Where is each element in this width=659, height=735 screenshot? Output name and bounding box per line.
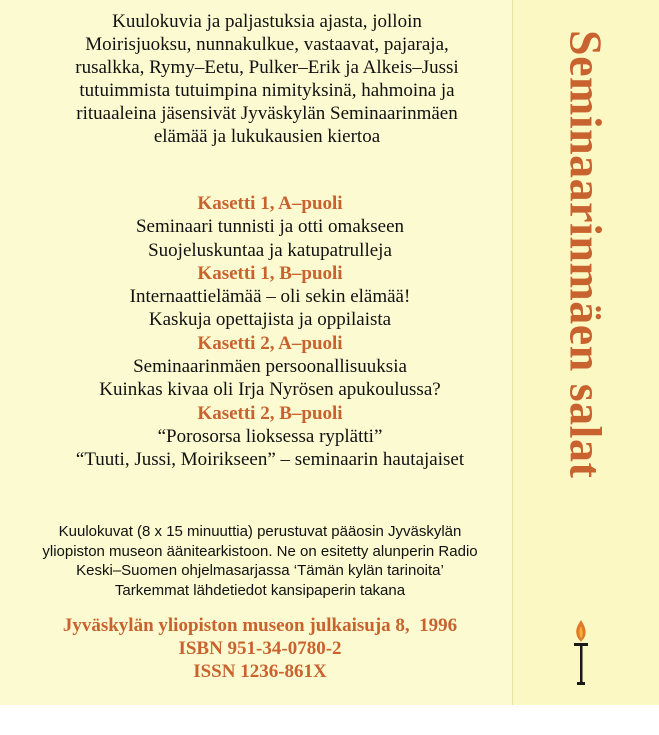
isbn-line: ISBN 951-34-0780-2 [178,638,342,659]
side-heading: Kasetti 1, B–puoli [197,262,343,284]
issn-line: ISSN 1236-861X [193,661,327,682]
side-heading: Kasetti 1, A–puoli [197,193,343,214]
intro-text [66,10,468,148]
intro-line: Kuulokuvia ja paljastuksia ajasta, jolloin [112,11,422,32]
source-note [30,522,490,600]
intro-line: rituaaleina jäsensivät Jyväskylän Seminaarinmäen [76,103,458,124]
side-heading: Kasetti 2, A–puoli [197,332,343,354]
series-line: Jyväskylän yliopiston museon julkaisuja 8, 1996 [62,615,458,636]
bottom-margin [0,705,659,735]
intro-line: rusalkka, Rymy–Eetu, Pulker–Erik ja Alkeis–Jussi [75,57,459,78]
track-list [40,192,500,472]
track-title: Seminaari tunnisti ja otti omakseen [135,216,405,238]
note-line: Keski–Suomen ohjelmasarjassa ‘Tämän kylän tarinoita’ [76,562,444,579]
track-title: Kuinkas kivaa oli Irja Nyrösen apukoulussa? [99,379,441,401]
track-title: “Porosorsa lioksessa ryplätti” [157,425,383,447]
intro-line: tutuimmista tutuimpina nimityksinä, hahmoina ja [79,80,455,101]
note-line: yliopiston museon äänitearkistoon. Ne on esitetty alunperin Radio [42,542,478,560]
note-line: Tarkemmat lähdetiedot kansipaperin takana [114,581,406,599]
side-heading: Kasetti 2, B–puoli [197,402,343,424]
note-line: Kuulokuvat (8 x 15 minuuttia) perustuvat pääosin Jyväskylän [58,523,462,540]
track-title: “Tuuti, Jussi, Moirikseen” – seminaarin hautajaiset [75,449,465,471]
intro-line: Moirisjuoksu, nunnakulkue, vastaavat, pajaraja, [85,34,449,55]
intro-line: elämää ja lukukausien kiertoa [153,126,381,147]
track-title: Kaskuja opettajista ja oppilaista [148,309,392,331]
track-title: Seminaarinmäen persoonallisuuksia [133,356,407,378]
spine-title: Seminaarinmäen salat [560,30,612,479]
torch-icon [571,618,591,688]
track-title: Suojeluskuntaa ja katupatrulleja [148,239,392,261]
publication-info [20,614,500,683]
track-title: Internaattielämää – oli sekin elämää! [129,286,411,308]
